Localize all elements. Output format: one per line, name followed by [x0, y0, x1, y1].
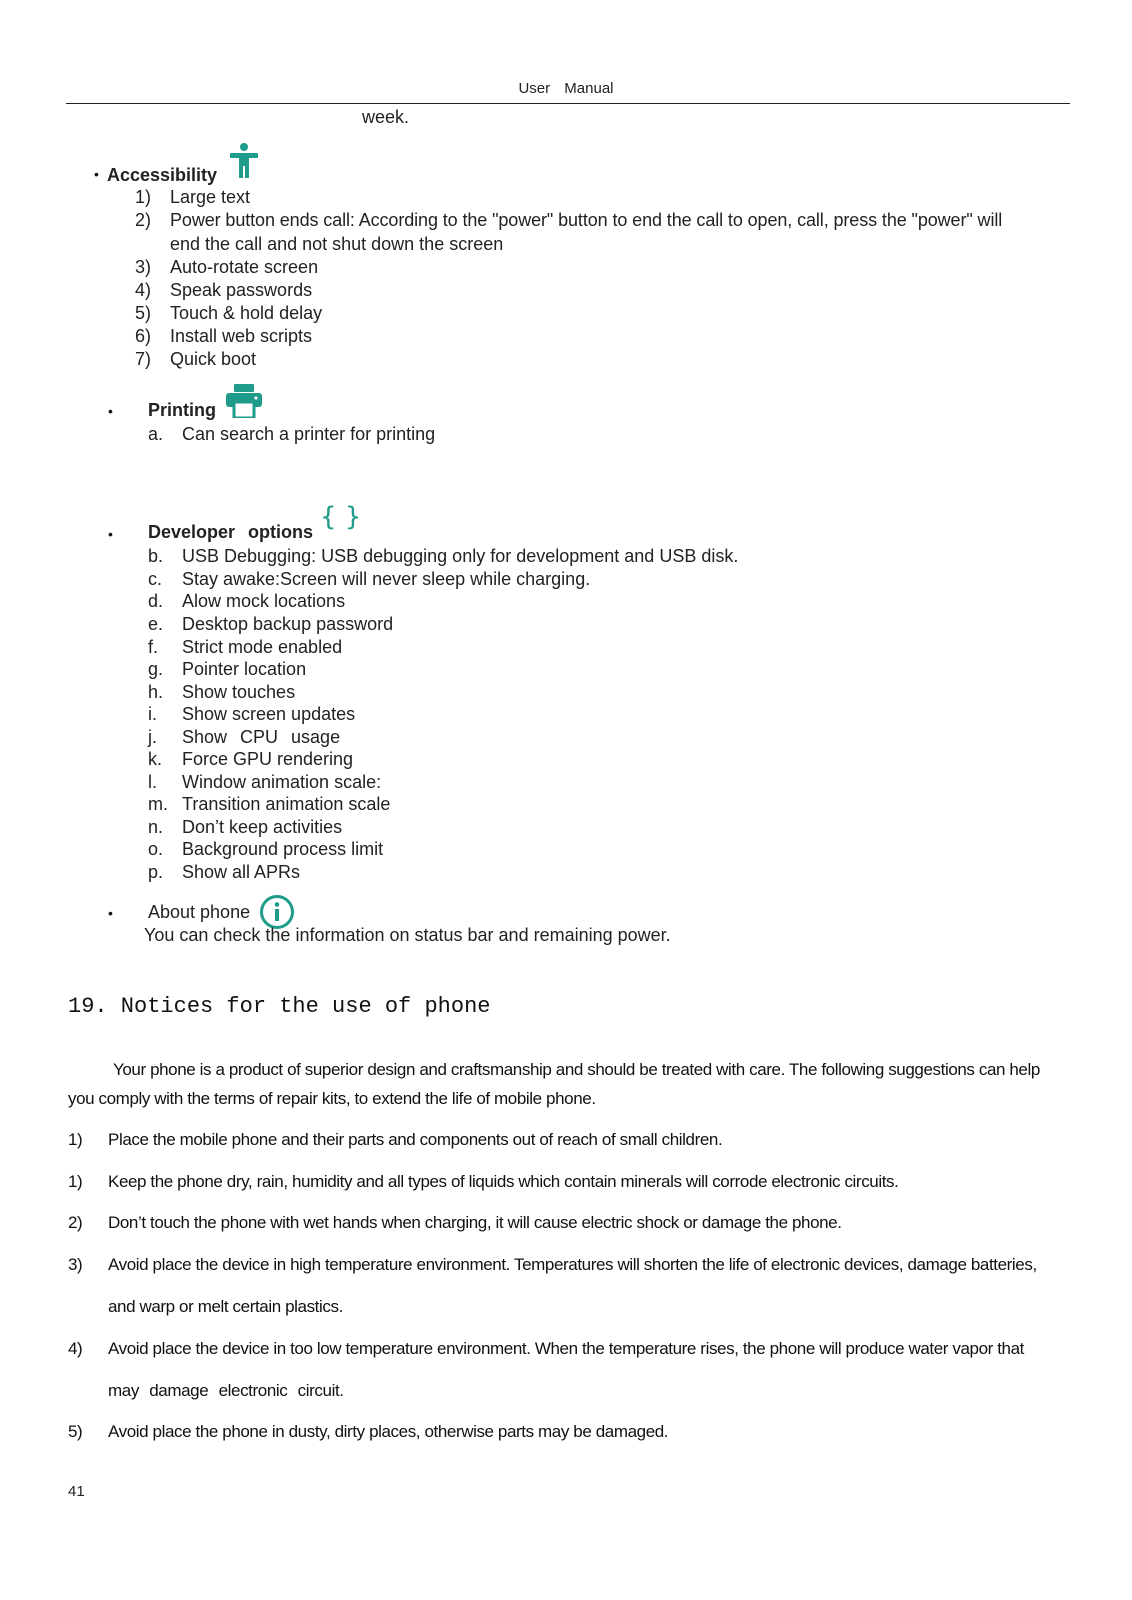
list-item: Install web scripts — [170, 326, 313, 346]
list-number: d. — [148, 591, 164, 611]
list-number: j. — [148, 727, 157, 747]
list-number: 5) — [135, 303, 152, 323]
list-item: Desktop backup password — [182, 614, 394, 634]
list-item: Quick boot — [170, 349, 257, 369]
list-item-continued: end the call and not shut down the screen — [170, 234, 504, 254]
list-number: m. — [148, 794, 168, 814]
list-item: Auto-rotate screen — [170, 257, 319, 277]
list-item: Show all APRs — [182, 862, 301, 882]
list-number: 5) — [68, 1422, 83, 1441]
list-item: Don’t touch the phone with wet hands when charging, it will cause electric shock or damage the phone. — [108, 1213, 842, 1232]
section-heading: 19. Notices for the use of phone — [68, 994, 491, 1019]
list-item: Avoid place the device in high temperature environment. Temperatures will shorten the life of electronic devices, damage batteries, — [108, 1255, 1037, 1274]
section-intro-continued: you comply with the terms of repair kits, to extend the life of mobile phone. — [68, 1089, 596, 1108]
list-number: 1) — [135, 187, 152, 207]
developer-options-title: Developer options — [148, 522, 314, 542]
page-number: 41 — [68, 1483, 85, 1500]
list-number: h. — [148, 682, 164, 702]
list-item: Place the mobile phone and their parts and components out of reach of small children. — [108, 1130, 723, 1149]
list-number: g. — [148, 659, 164, 679]
printing-title: Printing — [148, 400, 216, 420]
list-number: 3) — [135, 257, 152, 277]
list-item-continued: may damage electronic circuit. — [108, 1381, 344, 1400]
list-number: i. — [148, 704, 157, 724]
list-item: Show CPU usage — [182, 727, 341, 747]
bullet: • — [108, 526, 113, 542]
list-item: Show touches — [182, 682, 296, 702]
list-item: Alow mock locations — [182, 591, 346, 611]
list-item-continued: and warp or melt certain plastics. — [108, 1297, 343, 1316]
list-item: Window animation scale: — [182, 772, 382, 792]
list-number: f. — [148, 637, 159, 657]
list-number: o. — [148, 839, 164, 859]
braces-icon: { } — [320, 502, 362, 532]
list-number: 2) — [68, 1213, 83, 1232]
list-number: a. — [148, 424, 164, 444]
list-number: 4) — [68, 1339, 83, 1358]
list-item: Speak passwords — [170, 280, 313, 300]
section-intro: Your phone is a product of superior design and craftsmanship and should be treated with care. The following suggestions can help — [113, 1060, 1040, 1079]
list-item: Avoid place the phone in dusty, dirty places, otherwise parts may be damaged. — [108, 1422, 669, 1441]
list-number: 6) — [135, 326, 152, 346]
list-item: Strict mode enabled — [182, 637, 343, 657]
list-item: USB Debugging: USB debugging only for development and USB disk. — [182, 546, 739, 566]
accessibility-icon — [227, 142, 261, 180]
list-item: Large text — [170, 187, 251, 207]
accessibility-title: Accessibility — [107, 165, 218, 185]
list-number: 2) — [135, 210, 152, 230]
list-item: Transition animation scale — [182, 794, 391, 814]
list-number: 7) — [135, 349, 152, 369]
list-item: Pointer location — [182, 659, 307, 679]
list-number: 1) — [68, 1172, 83, 1191]
continuation-text: week. — [362, 107, 410, 127]
list-number: c. — [148, 569, 163, 589]
list-item: Avoid place the device in too low temperature environment. When the temperature rises, the phone will produce water vapor that — [108, 1339, 1024, 1358]
list-item: Background process limit — [182, 839, 384, 859]
about-phone-title: About phone — [148, 902, 251, 922]
list-number: l. — [148, 772, 157, 792]
list-number: k. — [148, 749, 163, 769]
list-item: Can search a printer for printing — [182, 424, 436, 444]
bullet: • — [108, 905, 113, 921]
list-number: 1) — [68, 1130, 83, 1149]
about-phone-description: You can check the information on status bar and remaining power. — [144, 925, 671, 945]
list-number: p. — [148, 862, 164, 882]
list-item: Force GPU rendering — [182, 749, 354, 769]
bullet: • — [94, 166, 99, 182]
list-number: e. — [148, 614, 164, 634]
list-item: Power button ends call: According to the "power" button to end the call to open, call, press the "power" will — [170, 210, 1003, 230]
list-number: 3) — [68, 1255, 83, 1274]
list-item: Touch & hold delay — [170, 303, 323, 323]
page-header-title: User Manual — [518, 80, 614, 97]
header-divider — [66, 103, 1070, 104]
list-number: b. — [148, 546, 164, 566]
list-item: Show screen updates — [182, 704, 356, 724]
list-number: n. — [148, 817, 164, 837]
list-number: 4) — [135, 280, 152, 300]
list-item: Stay awake:Screen will never sleep while charging. — [182, 569, 591, 589]
list-item: Don’t keep activities — [182, 817, 343, 837]
list-item: Keep the phone dry, rain, humidity and all types of liquids which contain minerals will corrode electronic circuits. — [108, 1172, 899, 1191]
bullet: • — [108, 403, 113, 419]
printer-icon — [226, 384, 262, 418]
